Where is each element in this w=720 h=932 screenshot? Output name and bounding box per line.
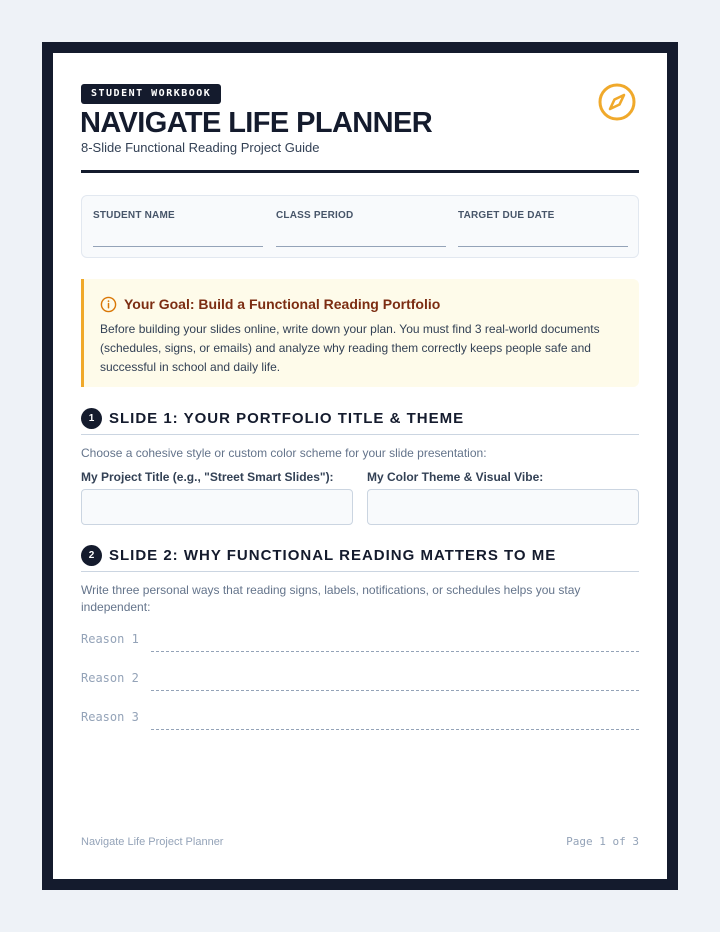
page-number: Page 1 of 3: [566, 835, 639, 848]
page-subtitle: 8-Slide Functional Reading Project Guide: [81, 140, 320, 155]
slide1-description: Choose a cohesive style or custom color scheme for your slide presentation:: [81, 446, 487, 460]
class-period-field[interactable]: [276, 246, 446, 247]
color-theme-label: My Color Theme & Visual Vibe:: [367, 470, 544, 484]
slide2-description: Write three personal ways that reading signs, labels, notifications, or schedules helps you stay independent:: [81, 583, 581, 614]
slide2-number-badge: 2: [81, 545, 102, 566]
project-title-label: My Project Title (e.g., "Street Smart Slides"):: [81, 470, 334, 484]
color-theme-input[interactable]: [367, 489, 639, 525]
goal-text: Before building your slides online, write down your plan. You must find 3 real-world documents (schedules, signs, or emails) and analyze why reading them correctly keeps people safe and successful in school and daily life.: [100, 322, 600, 374]
student-name-field[interactable]: [93, 246, 263, 247]
slide1-divider: [81, 434, 639, 435]
class-period-label: CLASS PERIOD: [276, 210, 354, 221]
project-title-input[interactable]: [81, 489, 353, 525]
slide1-heading: SLIDE 1: YOUR PORTFOLIO TITLE & THEME: [109, 410, 465, 427]
worksheet-page: [53, 53, 667, 879]
info-icon: [100, 296, 117, 313]
footer-title: Navigate Life Project Planner: [81, 836, 224, 848]
page-title: NAVIGATE LIFE PLANNER: [80, 107, 433, 139]
reason-1-label: Reason 1: [81, 632, 139, 646]
header-divider: [81, 170, 639, 173]
slide2-heading: SLIDE 2: WHY FUNCTIONAL READING MATTERS TO ME: [109, 547, 557, 564]
reason-3-label: Reason 3: [81, 710, 139, 724]
reason-2-label: Reason 2: [81, 671, 139, 685]
reason-2-field[interactable]: [151, 690, 639, 691]
goal-title: Your Goal: Build a Functional Reading Portfolio: [124, 296, 441, 312]
student-info-box: [81, 195, 639, 258]
workbook-badge: STUDENT WORKBOOK: [81, 84, 221, 104]
reason-1-field[interactable]: [151, 651, 639, 652]
goal-callout: [81, 279, 639, 387]
student-name-label: STUDENT NAME: [93, 210, 175, 221]
compass-icon: [597, 82, 637, 122]
reason-3-field[interactable]: [151, 729, 639, 730]
slide2-divider: [81, 571, 639, 572]
slide1-number-badge: 1: [81, 408, 102, 429]
due-date-label: TARGET DUE DATE: [458, 210, 555, 221]
due-date-field[interactable]: [458, 246, 628, 247]
